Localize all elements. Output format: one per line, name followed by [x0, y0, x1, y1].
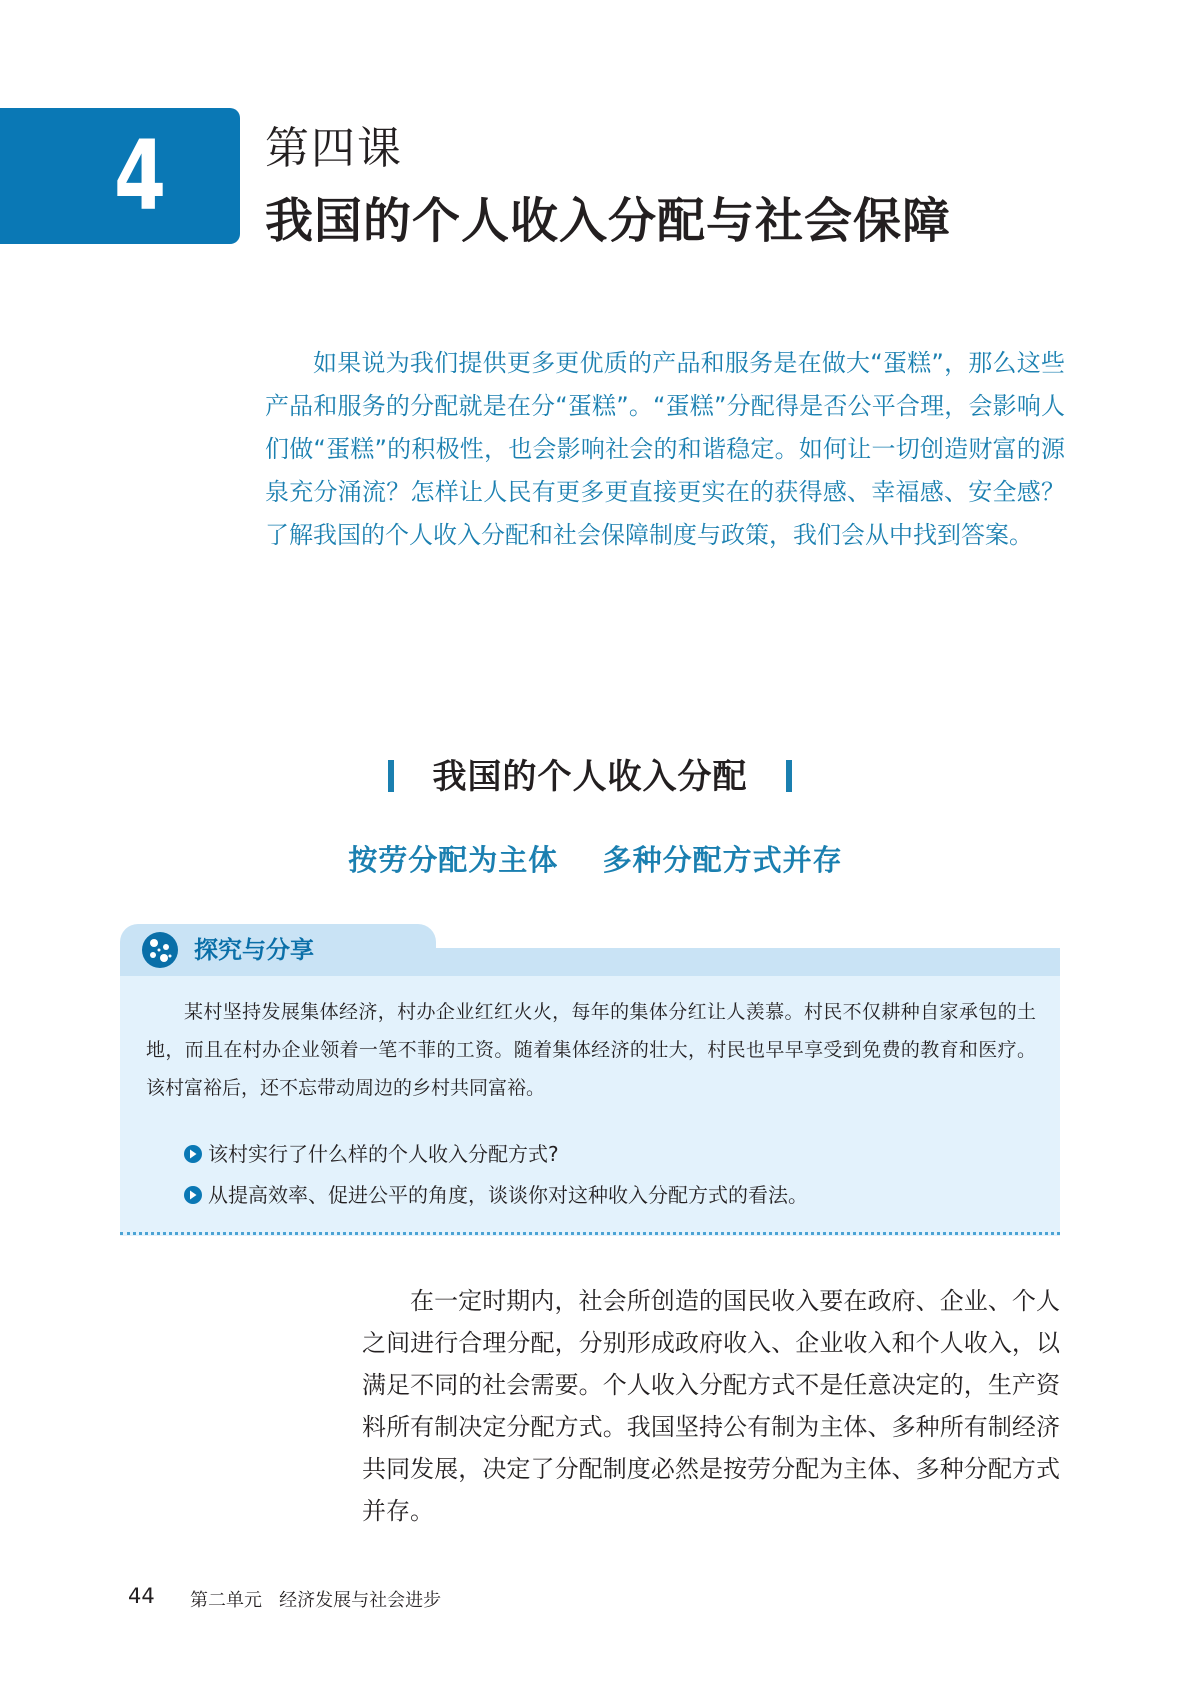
- subsection-heading: 按劳分配为主体 多种分配方式并存: [348, 843, 843, 877]
- arrow-bullet-icon: [184, 1145, 202, 1163]
- lesson-title: 我国的个人收入分配与社会保障: [265, 193, 952, 249]
- explore-globe-icon: [140, 930, 180, 970]
- unit-title: 第二单元 经济发展与社会进步: [190, 1590, 442, 1611]
- lesson-number-block: [0, 108, 240, 244]
- intro-paragraph: 如果说为我们提供更多更优质的产品和服务是在做大“蛋糕”，那么这些产品和服务的分配就是在分“蛋糕”。“蛋糕”分配得是否公平合理，会影响人们做“蛋糕”的积极性，也会影响社会的和谐稳定。如何让一切创造财富的源泉充分涌流？怎样让人民有更多更直接更实在的获得感、幸福感、安全感？了解我国的个人收入分配和社会保障制度与政策，我们会从中找到答案。: [265, 349, 1065, 549]
- question-text: 从提高效率、促进公平的角度，谈谈你对这种收入分配方式的看法。: [208, 1183, 808, 1207]
- explore-title: 探究与分享: [194, 936, 314, 964]
- question-item: [186, 1139, 559, 1169]
- lesson-number: 4: [113, 120, 167, 232]
- section-heading-text: 我国的个人收入分配: [432, 757, 748, 797]
- page-number: 44: [128, 1584, 155, 1608]
- case-text: 某村坚持发展集体经济，村办企业红红火火，每年的集体分红让人羡慕。村民不仅耕种自家承包的土地，而且在村办企业领着一笔不菲的工资。随着集体经济的壮大，村民也早早享受到免费的教育和医疗。该村富裕后，还不忘带动周边的乡村共同富裕。: [146, 1001, 1036, 1099]
- section-heading: [380, 752, 800, 802]
- arrow-bullet-icon: [184, 1186, 202, 1204]
- question-text: 该村实行了什么样的个人收入分配方式?: [208, 1142, 559, 1166]
- dotted-divider: [120, 1232, 1060, 1235]
- lesson-label: 第四课: [265, 123, 403, 174]
- question-item: [186, 1180, 808, 1210]
- heading-bar-right: [786, 760, 792, 792]
- heading-bar-left: [388, 760, 394, 792]
- body-paragraph: 在一定时期内，社会所创造的国民收入要在政府、企业、个人之间进行合理分配，分别形成政府收入、企业收入和个人收入，以满足不同的社会需要。个人收入分配方式不是任意决定的，生产资料所有制决定分配方式。我国坚持公有制为主体、多种所有制经济共同发展，决定了分配制度必然是按劳分配为主体、多种分配方式并存。: [362, 1287, 1060, 1525]
